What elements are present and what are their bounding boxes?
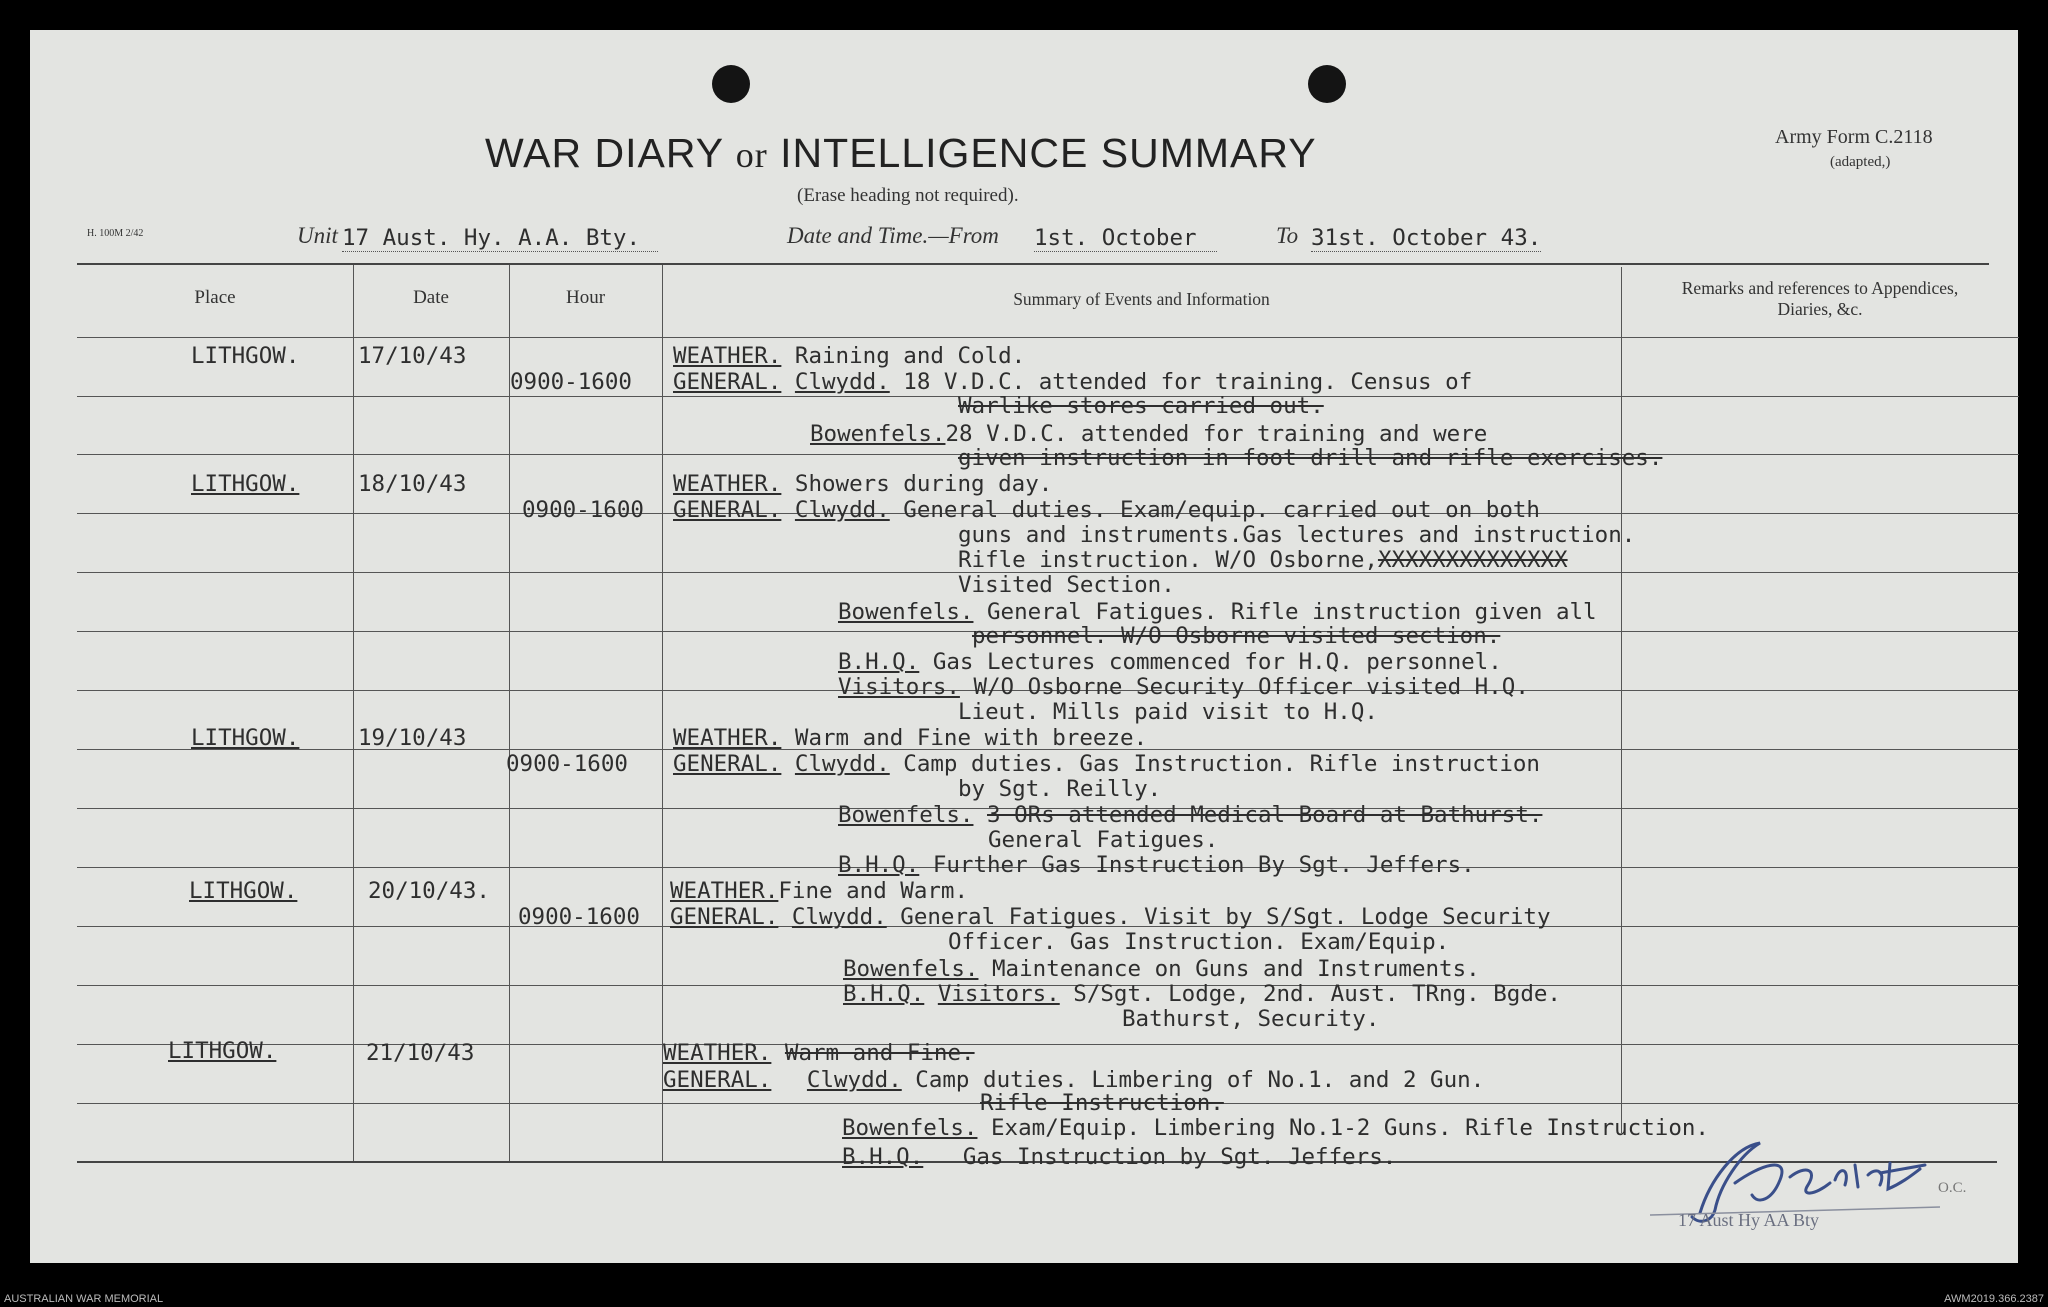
unit-value: 17 Aust. Hy. A.A. Bty. [342, 225, 658, 252]
clwydd-label: Clwydd. [791, 904, 887, 930]
from-value: 1st. October [1034, 225, 1217, 252]
entry-hour: 0900-1600 [522, 497, 644, 523]
bowenfels-text: General Fatigues. Rifle instruction given all [987, 599, 1597, 625]
general-label: GENERAL. [663, 1067, 772, 1093]
entry-hour: 0900-1600 [510, 369, 632, 395]
table-top-border [77, 263, 1989, 265]
col-divider-1 [353, 265, 354, 1161]
visitors-label: Visitors. [838, 674, 960, 700]
weather-label: WEATHER. [673, 343, 782, 369]
col-header-remarks: Remarks and references to Appendices, Diaries, &c. [1681, 278, 1959, 319]
struck-text: XXXXXXXXXXXXXX [1377, 547, 1568, 573]
col-header-hour: Hour [565, 287, 606, 308]
general-text: General duties. Exam/equip. carried out on both [903, 497, 1540, 523]
weather-label: WEATHER. [670, 878, 779, 904]
page-subtitle: (Erase heading not required). [797, 185, 1019, 206]
unit-label: Unit [297, 223, 338, 248]
continuation-line: Visited Section. [958, 572, 1175, 598]
bowenfels-text: Maintenance on Guns and Instruments. [992, 956, 1480, 982]
bowenfels-text: 28 V.D.C. attended for training and were [945, 421, 1488, 447]
weather-label: WEATHER. [663, 1040, 772, 1066]
to-value: 31st. October 43. [1311, 225, 1542, 251]
entry-date: 19/10/43 [358, 725, 467, 751]
bhq-label: B.H.Q. [842, 1144, 924, 1170]
continuation-line: Lieut. Mills paid visit to H.Q. [958, 699, 1378, 725]
bowenfels-label: Bowenfels. [838, 599, 974, 625]
continuation-line: by Sgt. Reilly. [958, 776, 1162, 802]
col-header-summary: Summary of Events and Information [1013, 289, 1270, 309]
continuation-line: Warlike stores carried out. [958, 393, 1324, 419]
weather-text: Warm and Fine. [784, 1040, 975, 1066]
footer-right: AWM2019.366.2387 [1944, 1293, 2044, 1305]
unit-stamp: 17 Aust Hy AA Bty [1678, 1210, 1820, 1230]
weather-text: Raining and Cold. [794, 343, 1026, 369]
continuation-line: General Fatigues. [988, 827, 1219, 853]
weather-label: WEATHER. [673, 471, 782, 497]
continuation-line: guns and instruments.Gas lectures and instruction. [958, 522, 1636, 548]
visitors-text: S/Sgt. Lodge, 2nd. Aust. TRng. Bgde. [1073, 981, 1561, 1007]
bowenfels-label: Bowenfels. [843, 956, 979, 982]
diary-page [30, 30, 2018, 1263]
bowenfels-label: Bowenfels. [842, 1115, 978, 1141]
page-title: WAR DIARY or INTELLIGENCE SUMMARY [485, 130, 1317, 176]
continuation-line: Rifle instruction. W/O Osborne, [958, 547, 1378, 573]
general-text: Camp duties. Gas Instruction. Rifle instruction [903, 751, 1540, 777]
general-text: Camp duties. Limbering of No.1. and 2 Gun. [915, 1067, 1485, 1093]
general-label: GENERAL. [673, 369, 782, 395]
form-code: H. 100M 2/42 [87, 228, 144, 239]
bhq-label: B.H.Q. [843, 981, 925, 1007]
weather-text: Warm and Fine with breeze. [794, 725, 1148, 751]
bhq-label: B.H.Q. [838, 649, 920, 675]
continuation-line: Rifle Instruction. [980, 1090, 1224, 1116]
bowenfels-label: Bowenfels. [810, 421, 946, 447]
continuation-line: Bathurst, Security. [1122, 1006, 1380, 1032]
general-label: GENERAL. [673, 497, 782, 523]
continuation-line: Officer. Gas Instruction. Exam/Equip. [948, 929, 1450, 955]
bhq-text: Gas Instruction by Sgt. Jeffers. [962, 1144, 1397, 1170]
army-form-label: Army Form C.2118 [1775, 126, 1933, 148]
weather-text: Fine and Warm. [778, 878, 969, 904]
bowenfels-text: 3 ORs attended Medical Board at Bathurst. [987, 802, 1543, 828]
clwydd-label: Clwydd. [806, 1067, 902, 1093]
general-text: 18 V.D.C. attended for training. Census of [903, 369, 1473, 395]
footer-left: AUSTRALIAN WAR MEMORIAL [4, 1293, 164, 1305]
bhq-label: B.H.Q. [838, 852, 920, 878]
weather-text: Showers during day. [794, 471, 1053, 497]
visitors-label: Visitors. [937, 981, 1060, 1007]
entry-place: LITHGOW. [191, 343, 300, 369]
entry-place: LITHGOW. [191, 725, 300, 751]
col-header-date: Date [413, 287, 449, 308]
to-label: To [1276, 223, 1299, 248]
entry-hour: 0900-1600 [518, 904, 640, 930]
entry-place: LITHGOW. [191, 471, 300, 497]
oc-label: O.C. [1938, 1180, 1967, 1196]
weather-label: WEATHER. [673, 725, 782, 751]
entry-date: 21/10/43 [366, 1040, 475, 1066]
date-label: Date and Time.—From [787, 223, 999, 248]
continuation-line: personnel. W/O Osborne visited section. [972, 623, 1501, 649]
entry-date: 17/10/43 [358, 343, 467, 369]
col-divider-2 [509, 265, 510, 1161]
clwydd-label: Clwydd. [794, 497, 890, 523]
entry-hour: 0900-1600 [506, 751, 628, 777]
bhq-text: Gas Lectures commenced for H.Q. personnel. [932, 649, 1502, 675]
bowenfels-label: Bowenfels. [838, 802, 974, 828]
bhq-text: Further Gas Instruction By Sgt. Jeffers. [932, 852, 1475, 878]
col-divider-3 [662, 265, 663, 1161]
visitors-text: W/O Osborne Security Officer visited H.Q. [973, 674, 1529, 700]
entry-date: 20/10/43. [368, 878, 490, 904]
entry-place: LITHGOW. [189, 878, 298, 904]
bowenfels-text: Exam/Equip. Limbering No.1-2 Guns. Rifle Instruction. [991, 1115, 1709, 1141]
punch-hole-left [712, 65, 750, 103]
punch-hole-right [1308, 65, 1346, 103]
general-label: GENERAL. [673, 751, 782, 777]
entry-place: LITHGOW. [168, 1038, 277, 1064]
clwydd-label: Clwydd. [794, 751, 890, 777]
clwydd-label: Clwydd. [794, 369, 890, 395]
general-text: General Fatigues. Visit by S/Sgt. Lodge Security [900, 904, 1551, 930]
col-header-place: Place [194, 287, 236, 308]
general-label: GENERAL. [670, 904, 779, 930]
entry-date: 18/10/43 [358, 471, 467, 497]
army-form-sub: (adapted,) [1830, 154, 1891, 170]
continuation-line: given instruction in foot drill and rifle exercises. [958, 445, 1663, 471]
